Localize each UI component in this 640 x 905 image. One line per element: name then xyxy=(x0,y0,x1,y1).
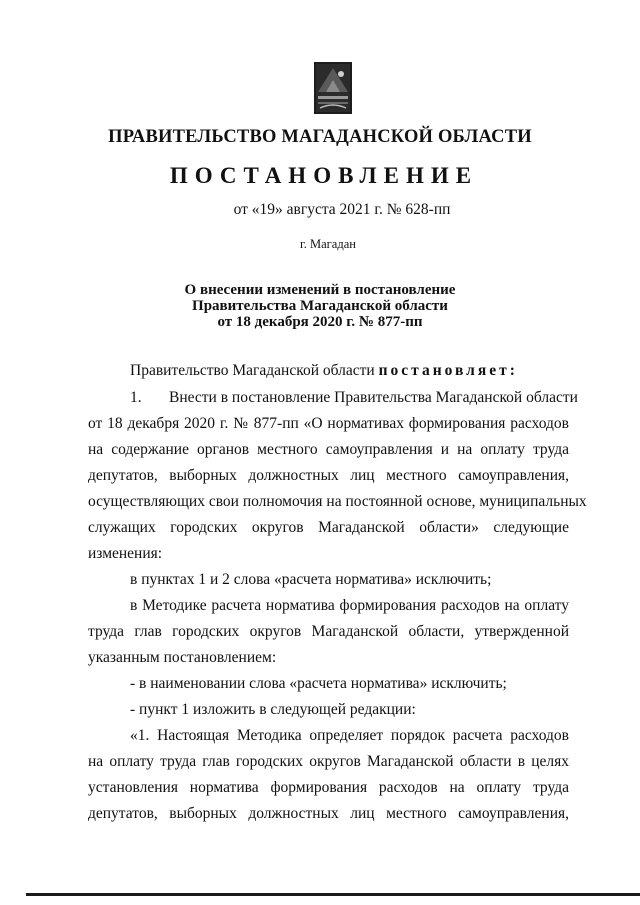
body-line: от 18 декабря 2020 г. № 877-пп «О нормативах формирования расходов xyxy=(88,415,569,432)
body-line: осуществляющих свои полномочия на постоянной основе, муниципальных xyxy=(88,493,587,510)
organization-title: ПРАВИТЕЛЬСТВО МАГАДАНСКОЙ ОБЛАСТИ xyxy=(108,127,532,147)
body-line: в пунктах 1 и 2 слова «расчета норматива» исключить; xyxy=(130,571,492,588)
body-line: - пункт 1 изложить в следующей редакции: xyxy=(130,701,416,718)
scan-edge-line xyxy=(26,893,640,896)
subject-line: О внесении изменений в постановление xyxy=(184,282,456,298)
body-line: на содержание органов местного самоуправления и на оплату труда xyxy=(88,441,569,458)
body-line: депутатов, выборных должностных лиц местного самоуправления, xyxy=(88,467,569,484)
intro-action: постановляет: xyxy=(378,362,518,379)
coat-of-arms-icon xyxy=(314,62,352,114)
body-line: указанным постановлением: xyxy=(88,649,277,666)
body-line: в Методике расчета норматива формирования расходов на оплату xyxy=(130,597,569,614)
subject-line: Правительства Магаданской области xyxy=(192,298,448,314)
body-line: изменения: xyxy=(88,545,163,562)
intro-paragraph xyxy=(130,362,518,380)
body-line: служащих городских округов Магаданской области» следующие xyxy=(88,519,569,536)
body-line: - в наименовании слова «расчета норматива» исключить; xyxy=(130,675,507,692)
document-subject xyxy=(0,282,640,330)
subject-line: от 18 декабря 2020 г. № 877-пп xyxy=(217,314,423,330)
body-line: «1. Настоящая Методика определяет порядок расчета расходов xyxy=(130,727,569,744)
document-place: г. Магадан xyxy=(300,237,356,251)
item-number: 1. xyxy=(130,389,142,406)
document-type-title: ПОСТАНОВЛЕНИЕ xyxy=(169,163,479,188)
body-line: Внести в постановление Правительства Магаданской области xyxy=(169,389,578,406)
document-date-number: от «19» августа 2021 г. № 628-пп xyxy=(233,201,451,218)
body-line: на оплату труда глав городских округов Магаданской области в целях xyxy=(88,753,569,770)
body-line: труда глав городских округов Магаданской области, утвержденной xyxy=(88,623,569,640)
intro-text: Правительство Магаданской области xyxy=(130,362,375,379)
body-line: установления норматива формирования расходов на оплату труда xyxy=(88,779,569,796)
body-line: депутатов, выборных должностных лиц местного самоуправления, xyxy=(88,805,569,822)
